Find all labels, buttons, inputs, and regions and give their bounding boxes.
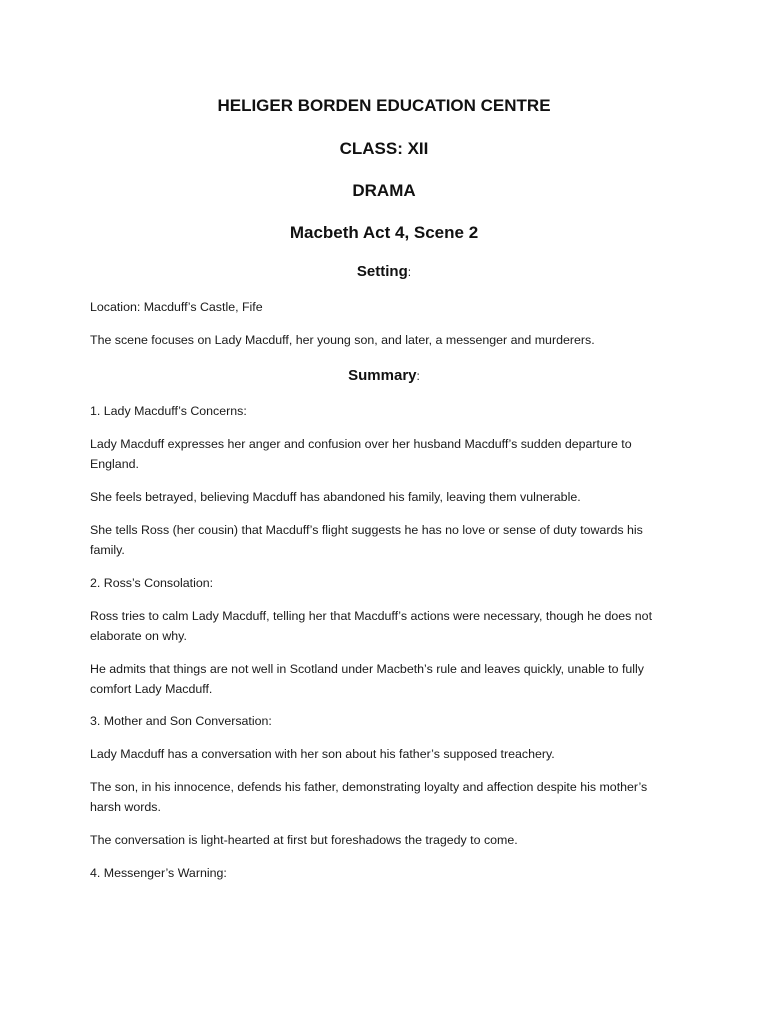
summary-item: Lady Macduff expresses her anger and confusion over her husband Macduff’s sudden departure to England.: [90, 437, 632, 471]
summary-item: She feels betrayed, believing Macduff has abandoned his family, leaving them vulnerable.: [90, 490, 581, 504]
setting-location: Location: Macduff’s Castle, Fife: [90, 300, 263, 314]
summary-item: 1. Lady Macduff’s Concerns:: [90, 404, 247, 418]
summary-item: She tells Ross (her cousin) that Macduff’s flight suggests he has no love or sense of duty towards his family.: [90, 523, 643, 557]
summary-item: Lady Macduff has a conversation with her son about his father’s supposed treachery.: [90, 747, 555, 761]
setting-focus: The scene focuses on Lady Macduff, her young son, and later, a messenger and murderers.: [90, 333, 595, 347]
summary-item: 2. Ross’s Consolation:: [90, 576, 214, 590]
summary-item: The conversation is light-hearted at first but foreshadows the tragedy to come.: [90, 833, 518, 847]
summary-item: 4. Messenger’s Warning:: [90, 866, 227, 880]
summary-item: 3. Mother and Son Conversation:: [90, 714, 272, 728]
page-title: Macbeth Act 4, Scene 2: [289, 223, 479, 242]
summary-item: Ross tries to calm Lady Macduff, telling her that Macduff’s actions were necessary, though he does not elaborate on why.: [90, 609, 653, 643]
setting-heading: [0, 262, 768, 282]
setting-heading-text: Setting: [356, 263, 408, 280]
summary-heading: [0, 366, 768, 386]
summary-item: The son, in his innocence, defends his father, demonstrating loyalty and affection despite his mother’s harsh words.: [90, 780, 648, 814]
school-name: HELIGER BORDEN EDUCATION CENTRE: [217, 96, 551, 115]
summary-item: He admits that things are not well in Scotland under Macbeth’s rule and leaves quickly, unable to fully comfort Lady Macduff.: [90, 662, 644, 696]
setting-heading-colon: :: [407, 265, 412, 279]
subject-label: DRAMA: [352, 181, 416, 200]
summary-heading-colon: :: [416, 369, 420, 383]
class-label: CLASS: XII: [339, 139, 429, 158]
summary-heading-text: Summary: [348, 367, 417, 384]
